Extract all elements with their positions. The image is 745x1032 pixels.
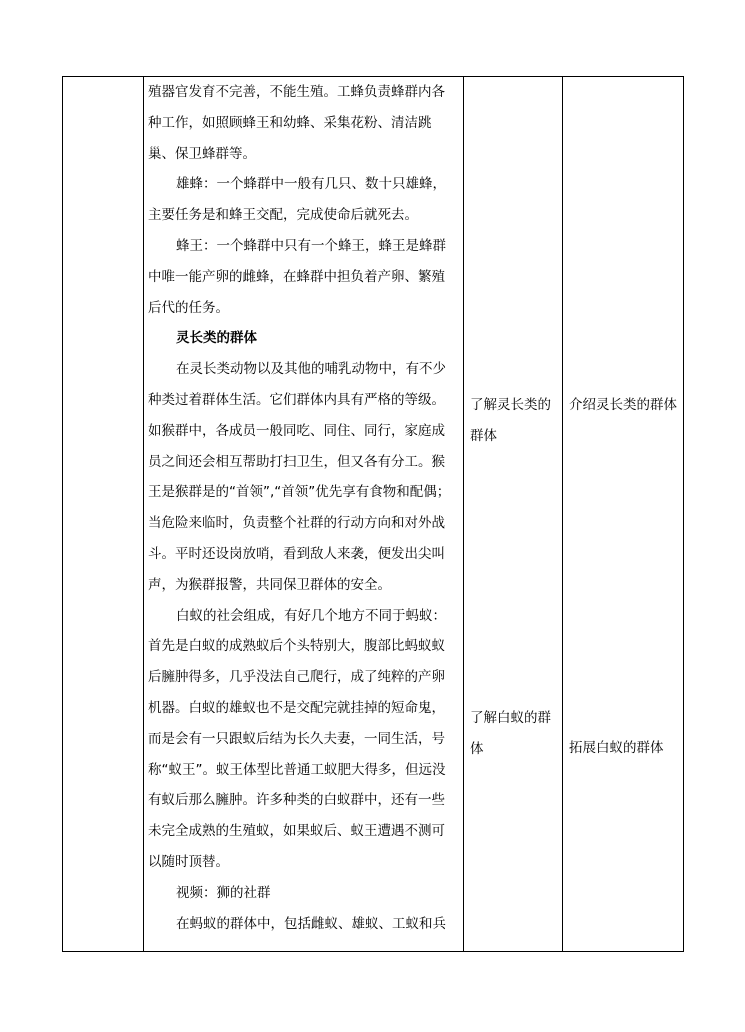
- student-activity-termites: 了解白蚁的群体: [470, 710, 551, 757]
- paragraph-ants: 在蚂蚁的群体中，包括雌蚁、雄蚁、工蚁和兵: [176, 915, 446, 932]
- teaching-content: [144, 77, 463, 939]
- section-heading-primates: 灵长类的群体: [176, 330, 257, 347]
- student-activity-primates: 了解灵长类的群体: [470, 397, 551, 444]
- paragraph-primates: 在灵长类动物以及其他的哺乳动物中，有不少种类过着群体生活。它们群体内具有严格的等级。如猴群中，各成员一般同吃、同住、同行，家庭成员之间还会相互帮助打扫卫生，但又各有分工。猴王是猴群是的“首领”,“首领”优先享有食物和配偶；当危险来临时，负责整个社群的行动方向和对外战斗。平时还设岗放哨，看到敌人来袭，便发出尖叫声，为猴群报警，共同保卫群体的安全。: [148, 361, 451, 593]
- paragraph-queen-bee: 蜂王：一个蜂群中只有一个蜂王，蜂王是蜂群中唯一能产卵的雌蜂，在蜂群中担负着产卵、繁殖后代的任务。: [148, 237, 446, 316]
- blank-column-cell: [63, 77, 144, 952]
- teaching-content-cell: [144, 77, 464, 952]
- design-intent-primates: 介绍灵长类的群体: [569, 397, 677, 413]
- video-label-lion-pride: 视频：狮的社群: [176, 884, 271, 901]
- student-activity-cell: [464, 77, 563, 952]
- paragraph-worker-bees: 殖器官发育不完善，不能生殖。工蜂负责蜂群内各种工作，如照顾蜂王和幼蜂、采集花粉、清洁跳巢、保卫蜂群等。: [148, 84, 445, 162]
- lesson-plan-table: [62, 76, 684, 952]
- paragraph-drone-bees: 雄蜂：一个蜂群中一般有几只、数十只雄蜂，主要任务是和蜂王交配，完成使命后就死去。: [148, 176, 446, 224]
- paragraph-termites: 白蚁的社会组成，有好几个地方不同于蚂蚁：首先是白蚁的成熟蚁后个头特别大，腹部比蚂蚁蚁后臃肿得多，几乎没法自己爬行，成了纯粹的产卵机器。白蚁的雄蚁也不是交配完就挂掉的短命鬼，而是会有一只跟蚁后结为长久夫妻，一同生活，号称“蚁王”。蚁王体型比普通工蚁肥大得多，但远没有蚁后那么臃肿。许多种类的白蚁群中，还有一些未完全成熟的生殖蚁，如果蚁后、蚁王遭遇不测可以随时顶替。: [148, 607, 446, 870]
- table-row: [63, 77, 684, 952]
- design-intent-cell: [563, 77, 684, 952]
- design-intent-termites: 拓展白蚁的群体: [569, 740, 664, 756]
